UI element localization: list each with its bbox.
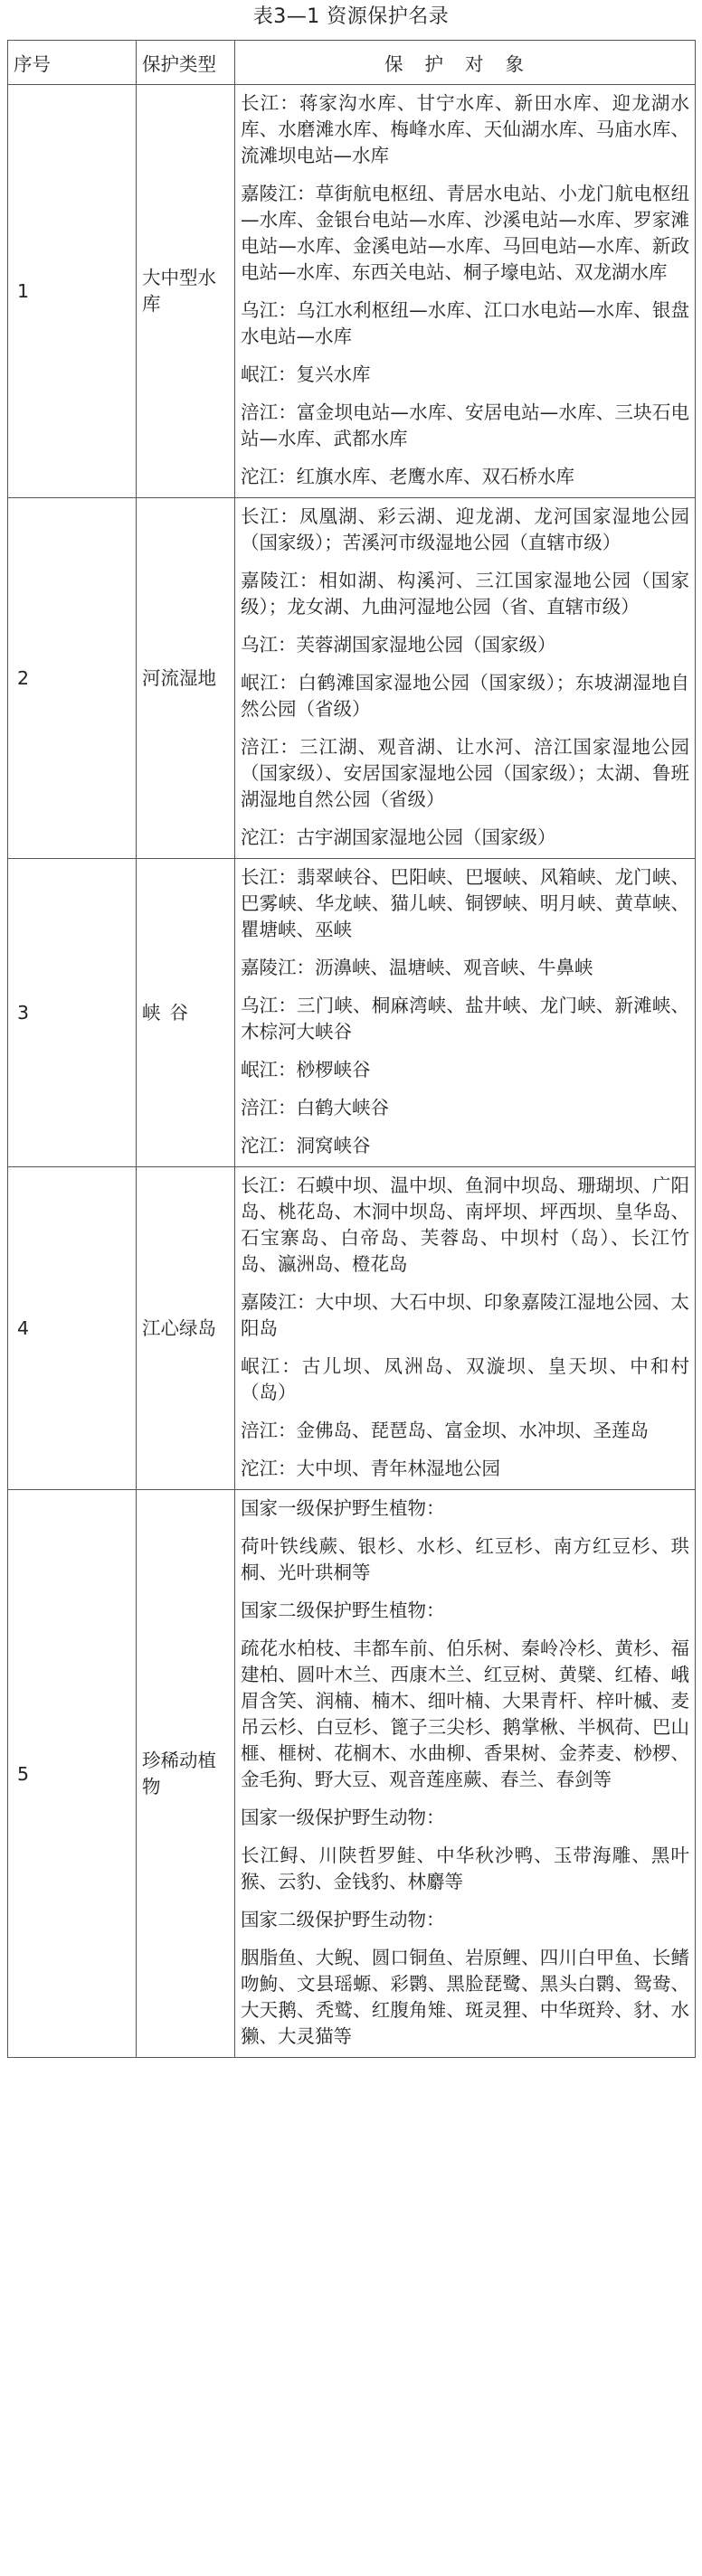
header-object: 保护对象 <box>235 41 696 85</box>
protection-entry: 沱江：洞窝峡谷 <box>241 1135 371 1156</box>
row-index: 2 <box>8 498 137 859</box>
protection-entry: 岷江：古儿坝、凤洲岛、双漩坝、皇天坝、中和村（岛） <box>241 1355 689 1403</box>
protection-entry: 嘉陵江：沥濞峡、温塘峡、观音峡、牛鼻峡 <box>241 957 593 978</box>
protection-entry: 国家二级保护野生植物： <box>241 1599 445 1621</box>
protection-entry: 长江：蒋家沟水库、甘宁水库、新田水库、迎龙湖水库、水磨滩水库、梅峰水库、天仙湖水库、马庙水库、流滩坝电站—水库 <box>241 92 689 166</box>
row-protection-type: 江心绿岛 <box>137 1167 235 1490</box>
resource-protection-table <box>7 40 696 2058</box>
row-protection-type: 峡谷 <box>137 859 235 1167</box>
protection-entry: 涪江：白鹤大峡谷 <box>241 1097 389 1118</box>
table-row <box>8 1167 696 1490</box>
protection-entry: 岷江：白鹤滩国家湿地公园（国家级）；东坡湖湿地自然公园（省级） <box>241 672 689 720</box>
protection-entry: 疏花水柏枝、丰都车前、伯乐树、秦岭冷杉、黄杉、福建柏、圆叶木兰、西康木兰、红豆树、黄檗、红椿、峨眉含笑、润楠、楠木、细叶楠、大果青杆、梓叶槭、麦吊云杉、白豆杉、篦子三尖杉、鹅掌楸、半枫荷、巴山榧、榧树、花榈木、水曲柳、香果树、金荞麦、桫椤、金毛狗、野大豆、观音莲座蕨、春兰、春剑等 <box>241 1637 689 1790</box>
protection-entry: 嘉陵江：相如湖、构溪河、三江国家湿地公园（国家级）；龙女湖、九曲河湿地公园（省、直辖市级） <box>241 570 689 618</box>
document-page <box>0 7 702 2058</box>
protection-entry: 长江：翡翠峡谷、巴阳峡、巴堰峡、风箱峡、龙门峡、巴雾峡、华龙峡、猫儿峡、铜锣峡、明月峡、黄草峡、瞿塘峡、巫峡 <box>241 866 689 940</box>
protection-entry: 岷江：桫椤峡谷 <box>241 1059 371 1080</box>
protection-entry: 长江：凤凰湖、彩云湖、迎龙湖、龙河国家湿地公园（国家级）；苦溪河市级湿地公园（直辖市级） <box>241 505 689 553</box>
protection-entry: 涪江：金佛岛、琵琶岛、富金坝、水冲坝、圣莲岛 <box>241 1420 649 1441</box>
protection-entry: 沱江：大中坝、青年林湿地公园 <box>241 1458 500 1479</box>
table-row <box>8 498 696 859</box>
protection-entry: 长江鲟、川陕哲罗鲑、中华秋沙鸭、玉带海雕、黑叶猴、云豹、金钱豹、林麝等 <box>241 1845 689 1892</box>
table-caption: 表3—1 资源保护名录 <box>252 5 450 28</box>
protection-entry: 嘉陵江：草街航电枢纽、青居水电站、小龙门航电枢纽—水库、金银台电站—水库、沙溪电站—水库、罗家滩电站—水库、金溪电站—水库、马回电站—水库、新政电站—水库、东西关电站、桐子壕电站、双龙湖水库 <box>241 183 689 283</box>
protection-entry: 长江：石蟆中坝、温中坝、鱼洞中坝岛、珊瑚坝、广阳岛、桃花岛、木洞中坝岛、南坪坝、坪西坝、皇华岛、石宝寨岛、白帝岛、芙蓉岛、中坝村（岛）、长江竹岛、瀛洲岛、橙花岛 <box>241 1175 689 1275</box>
table-row <box>8 859 696 1167</box>
row-protection-type: 珍稀动植物 <box>137 1490 235 2058</box>
protection-entry: 乌江：芙蓉湖国家湿地公园（国家级） <box>241 634 556 656</box>
protection-entry: 沱江：红旗水库、老鹰水库、双石桥水库 <box>241 466 574 487</box>
row-protection-objects <box>235 85 696 498</box>
protection-entry: 涪江：富金坝电站—水库、安居电站—水库、三块石电站—水库、武都水库 <box>241 401 689 449</box>
protection-entry: 涪江：三江湖、观音湖、让水河、涪江国家湿地公园（国家级）、安居国家湿地公园（国家级）；太湖、鲁班湖湿地自然公园（省级） <box>241 736 689 810</box>
protection-entry: 荷叶铁线蕨、银杉、水杉、红豆杉、南方红豆杉、珙桐、光叶珙桐等 <box>241 1535 689 1583</box>
row-protection-objects <box>235 498 696 859</box>
table-header-row <box>8 41 696 85</box>
row-protection-objects <box>235 859 696 1167</box>
row-index: 4 <box>8 1167 137 1490</box>
protection-entry: 乌江：乌江水利枢纽—水库、江口水电站—水库、银盘水电站—水库 <box>241 299 689 347</box>
protection-entry: 国家一级保护野生动物： <box>241 1807 445 1828</box>
table-row <box>8 1490 696 2058</box>
row-index: 1 <box>8 85 137 498</box>
row-protection-objects <box>235 1490 696 2058</box>
row-protection-objects <box>235 1167 696 1490</box>
protection-entry: 沱江：古宇湖国家湿地公园（国家级） <box>241 826 556 848</box>
protection-entry: 胭脂鱼、大鲵、圆口铜鱼、岩原鲤、四川白甲鱼、长鳍吻鮈、文县瑶螈、彩鹮、黑脸琵鹭、黑头白鹮、鸳鸯、大天鹅、秃鹫、红腹角雉、斑灵狸、中华斑羚、豺、水獭、大灵猫等 <box>241 1947 689 2047</box>
protection-entry: 乌江：三门峡、桐麻湾峡、盐井峡、龙门峡、新滩峡、木棕河大峡谷 <box>241 995 689 1043</box>
table-row <box>8 85 696 498</box>
header-type: 保护类型 <box>137 41 235 85</box>
protection-entry: 国家二级保护野生动物： <box>241 1909 445 1930</box>
row-index: 3 <box>8 859 137 1167</box>
table-body <box>8 85 696 2058</box>
protection-entry: 岷江：复兴水库 <box>241 363 371 385</box>
row-protection-type: 河流湿地 <box>137 498 235 859</box>
header-index: 序号 <box>8 41 137 85</box>
row-protection-type: 大中型水库 <box>137 85 235 498</box>
row-index: 5 <box>8 1490 137 2058</box>
protection-entry: 国家一级保护野生植物： <box>241 1497 445 1519</box>
protection-entry: 嘉陵江：大中坝、大石中坝、印象嘉陵江湿地公园、太阳岛 <box>241 1291 689 1339</box>
